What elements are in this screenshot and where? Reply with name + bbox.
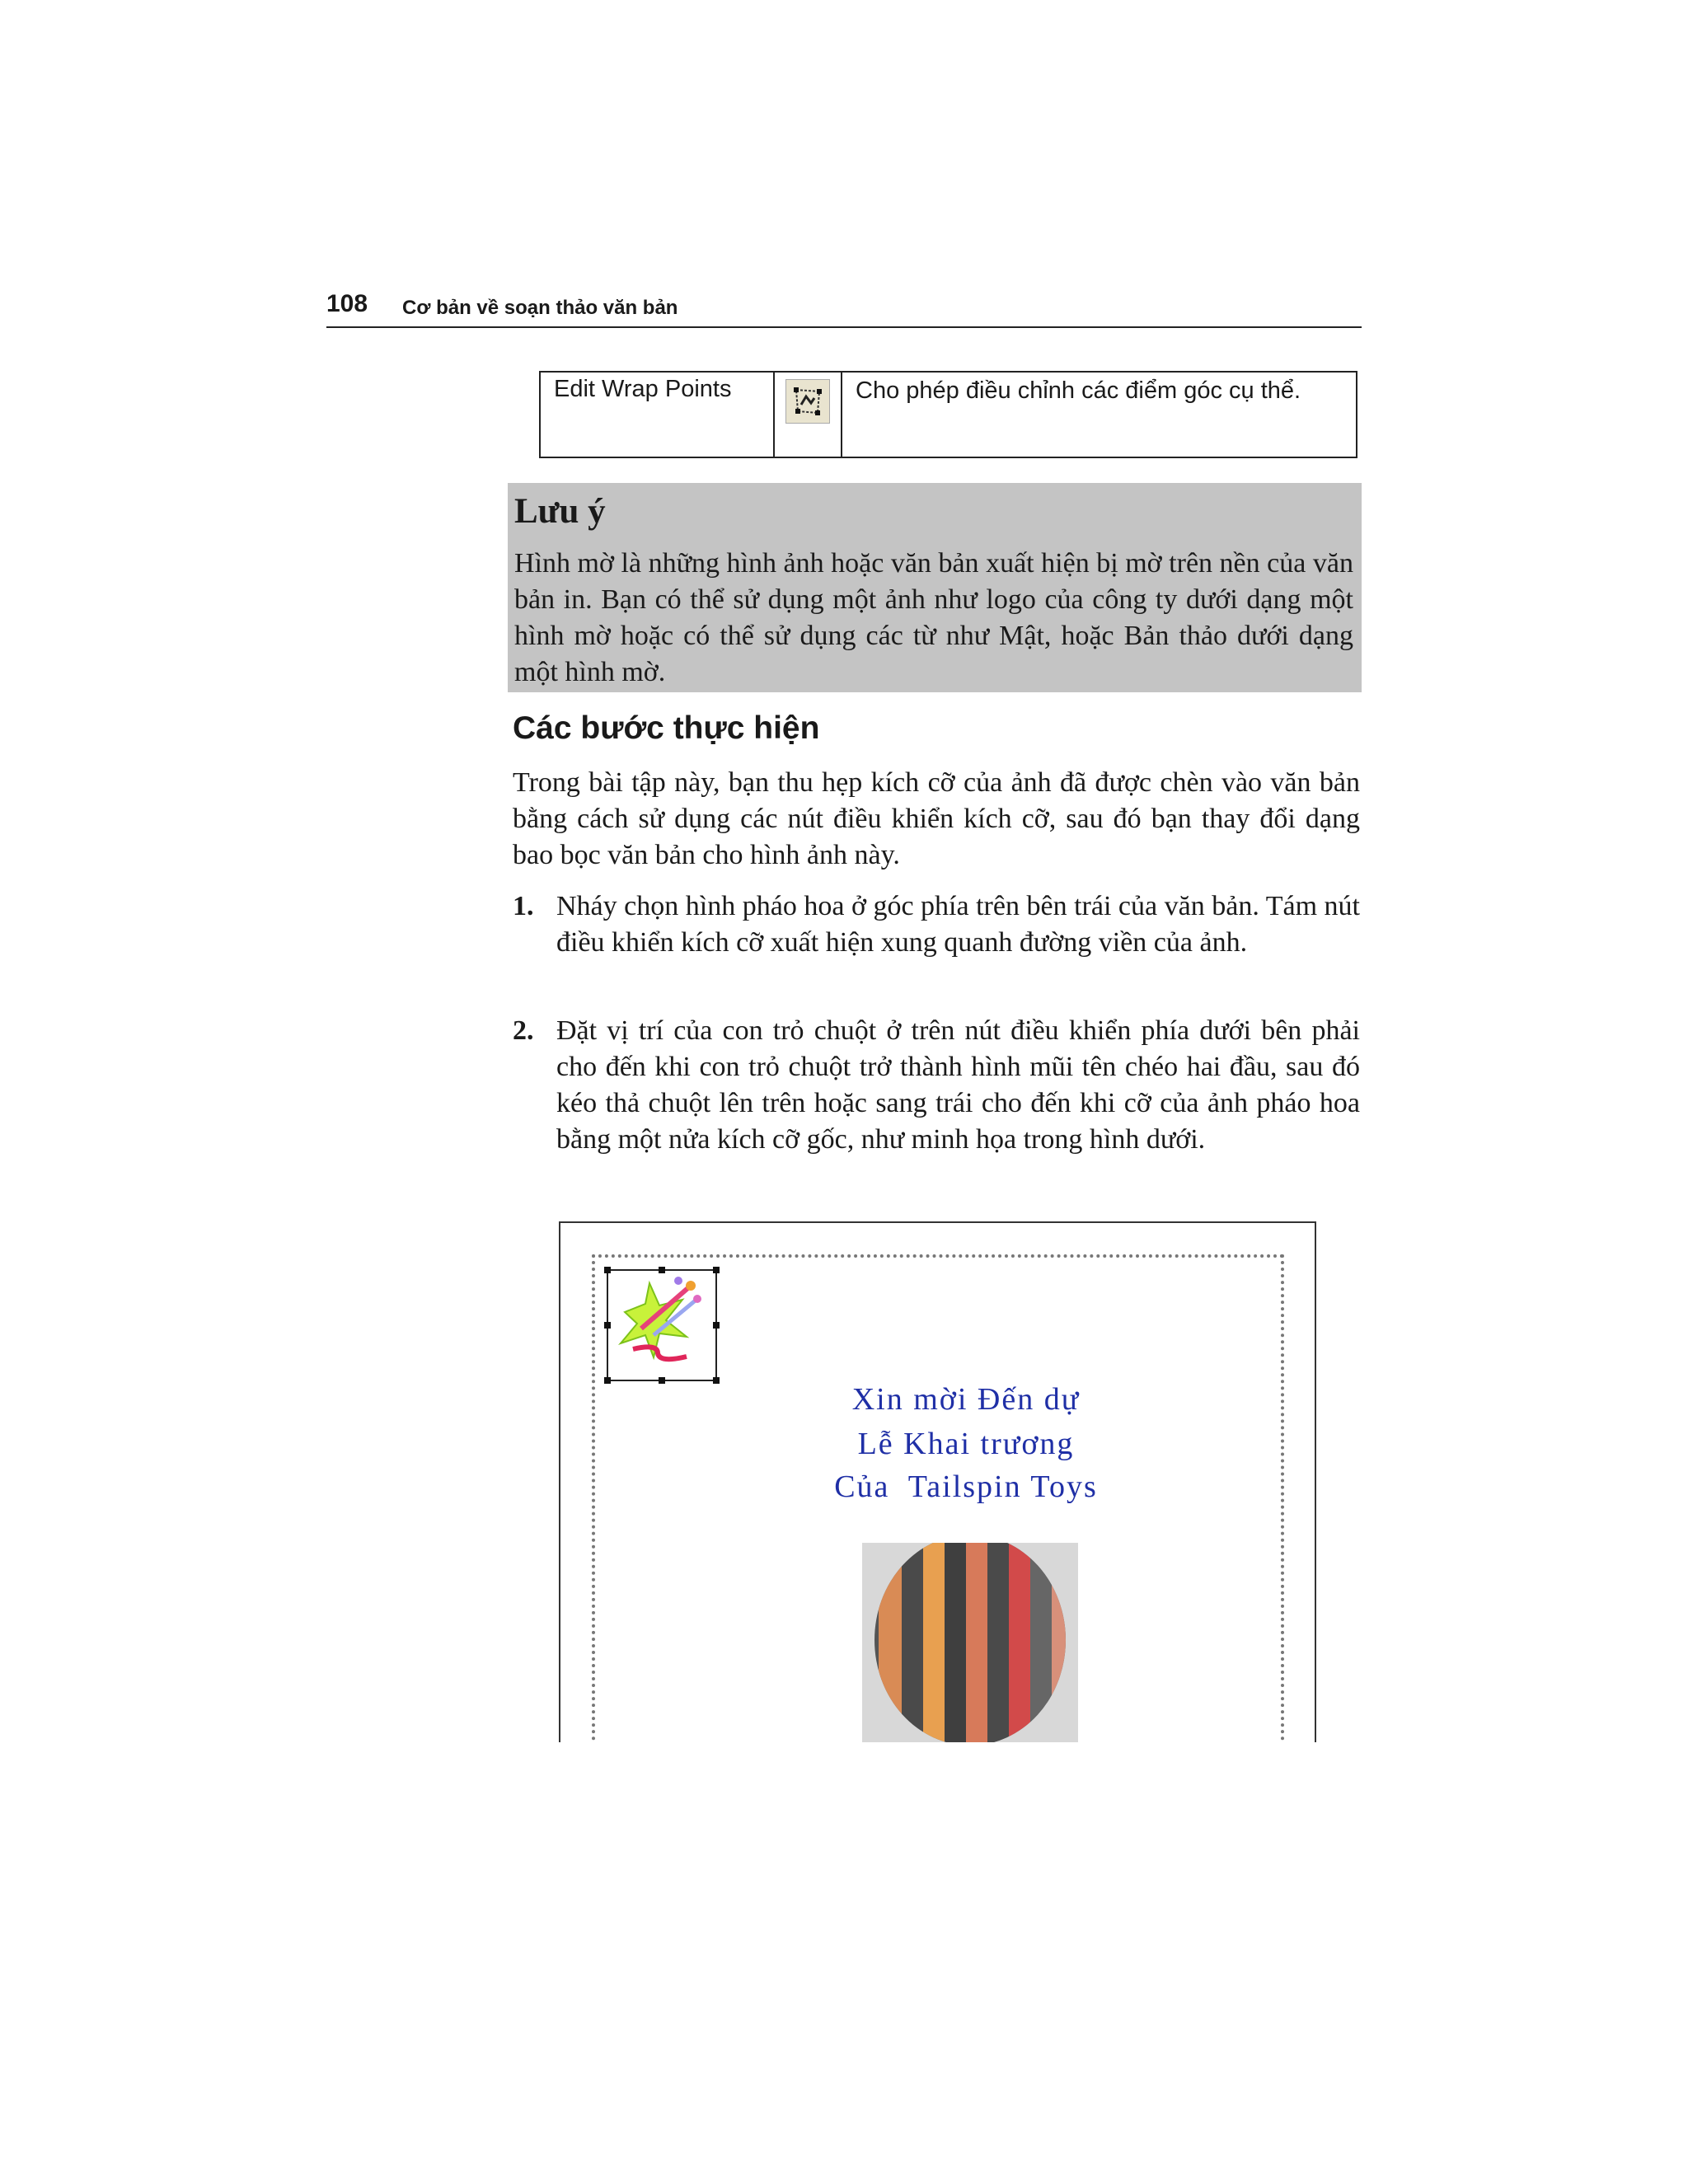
page-header — [326, 290, 1362, 328]
headline-line: Của Tailspin Toys — [834, 1469, 1098, 1504]
fireworks-icon — [608, 1271, 715, 1380]
step-text: Nháy chọn hình pháo hoa ở góc phía trên bên trái của văn bản. Tám nút điều khiển kích cỡ xuất hiện xung quanh đường viền của ảnh. — [556, 891, 1360, 958]
step-text: Đặt vị trí của con trỏ chuột ở trên nút điều khiển phía dưới bên phải cho đến khi con trỏ chuột trở thành hình mũi tên chéo hai đầu, sau đó kéo thả chuột lên trên hoặc sang trái cho đến khi cỡ của ảnh pháo hoa bằng một nửa kích cỡ gốc, như minh họa trong hình dưới. — [556, 1015, 1360, 1155]
step-item — [513, 1013, 1360, 1158]
section-title: Các bước thực hiện — [513, 710, 820, 746]
resize-handle[interactable] — [604, 1322, 611, 1329]
note-box — [508, 483, 1362, 692]
headline-line: Lễ Khai trương — [857, 1427, 1075, 1461]
step-number: 2. — [513, 1015, 534, 1046]
note-body: Hình mờ là những hình ảnh hoặc văn bản xuất hiện bị mờ trên nền của văn bản in. Bạn có thể sử dụng một ảnh như logo của công ty dưới dạng một hình mờ hoặc có thể sử dụng các từ như Mật, hoặc Bản thảo dưới dạng một hình mờ. — [514, 548, 1353, 687]
edit-wrap-points-icon — [785, 379, 830, 424]
chapter-title: Cơ bản về soạn thảo văn bản — [402, 297, 678, 319]
resize-handle[interactable] — [659, 1377, 665, 1384]
step-number: 1. — [513, 891, 534, 921]
resize-handle[interactable] — [713, 1377, 720, 1384]
headline-line: Xin mời Đến dự — [851, 1382, 1081, 1417]
resize-handle[interactable] — [713, 1267, 720, 1273]
command-description: Cho phép điều chỉnh các điểm góc cụ thể. — [842, 372, 1357, 457]
command-icon-cell — [774, 372, 842, 457]
command-name: Edit Wrap Points — [540, 372, 774, 457]
page-number: 108 — [326, 290, 368, 317]
resize-handle[interactable] — [659, 1267, 665, 1273]
resize-handle[interactable] — [604, 1267, 611, 1273]
fireworks-image-selected[interactable] — [607, 1269, 717, 1381]
section-intro: Trong bài tập này, bạn thu hẹp kích cỡ của ảnh đã được chèn vào văn bản bằng cách sử dụng các nút điều khiển kích cỡ, sau đó bạn thay đổi dạng bao bọc văn bản cho hình ảnh này. — [513, 767, 1360, 870]
screenshot-figure — [559, 1221, 1316, 1742]
table-row — [540, 372, 1357, 457]
command-table — [539, 371, 1357, 458]
note-title: Lưu ý — [514, 492, 606, 531]
resize-handle[interactable] — [604, 1377, 611, 1384]
hot-air-balloon-image — [862, 1543, 1078, 1742]
document-page — [592, 1254, 1284, 1742]
step-item — [513, 888, 1360, 961]
resize-handle[interactable] — [713, 1322, 720, 1329]
